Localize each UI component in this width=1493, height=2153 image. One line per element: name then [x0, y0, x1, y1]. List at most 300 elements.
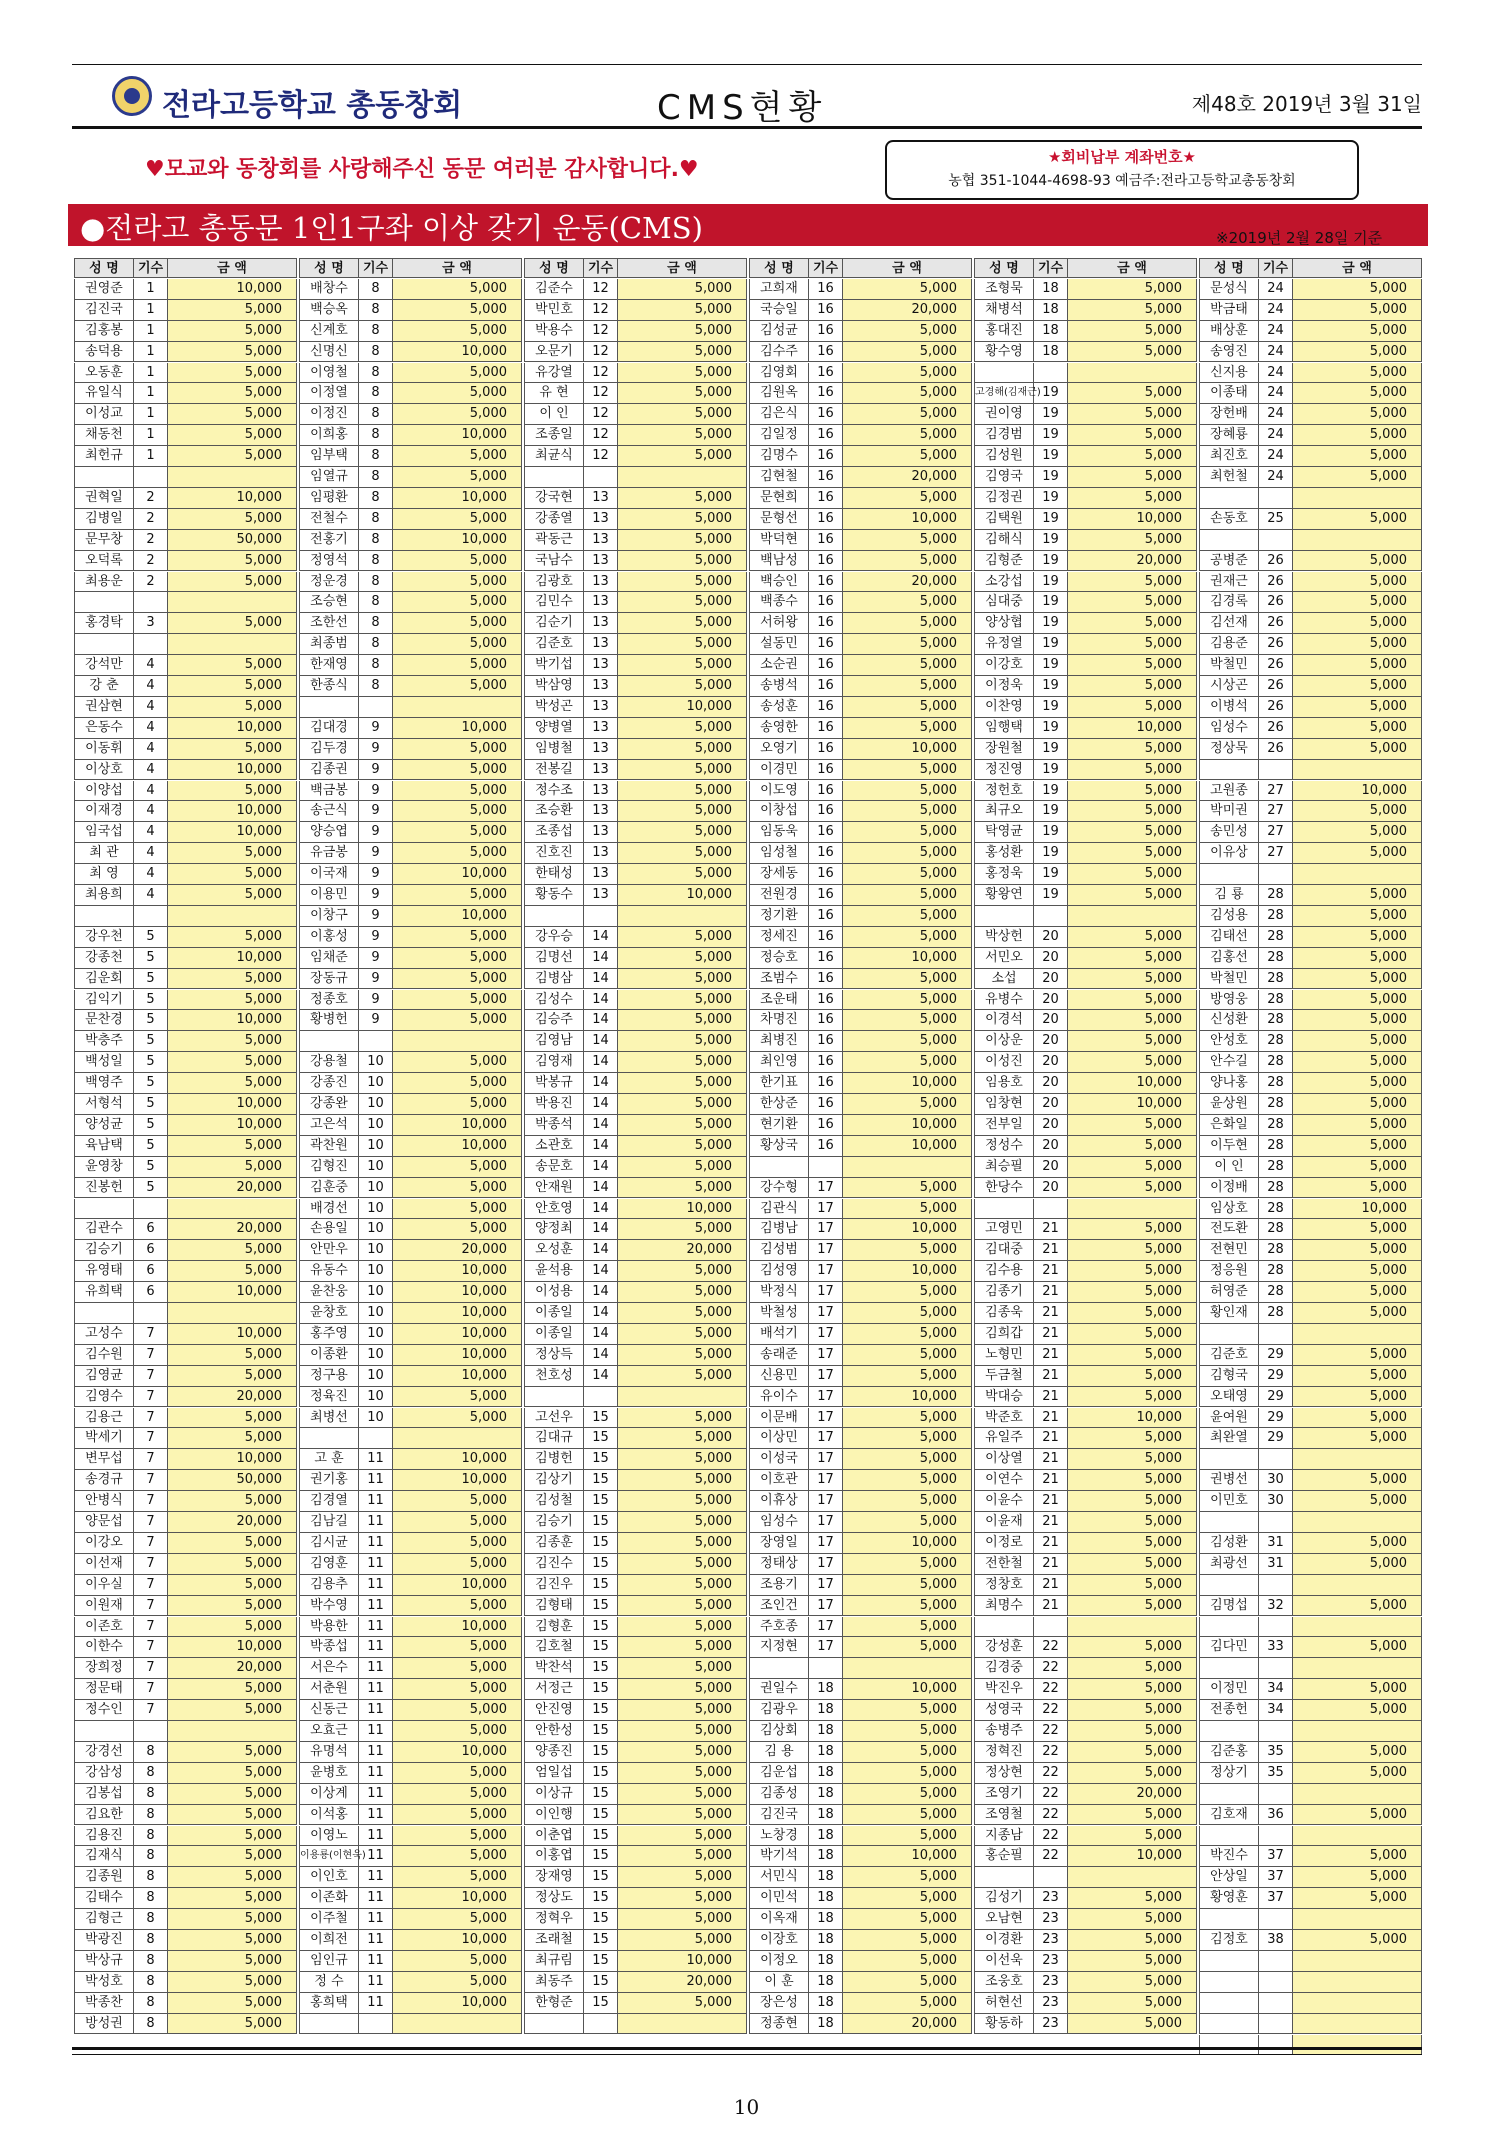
member-name: 박철민	[1199, 655, 1259, 676]
member-amount: 10,000	[843, 948, 972, 969]
member-amount: 5,000	[393, 1721, 522, 1742]
member-name: 현기환	[749, 1115, 809, 1136]
member-amount: 10,000	[843, 1533, 972, 1554]
member-amount: 5,000	[168, 1826, 297, 1847]
member-name: 조종일	[524, 425, 584, 446]
member-class: 12	[584, 404, 618, 425]
member-name: 전원경	[749, 885, 809, 906]
member-amount: 10,000	[393, 906, 522, 927]
member-name: 임동욱	[749, 822, 809, 843]
member-name: 김종기	[974, 1282, 1034, 1303]
member-amount: 5,000	[1293, 1637, 1422, 1658]
member-class: 24	[1259, 321, 1293, 342]
member-class: 10	[359, 1345, 393, 1366]
member-amount: 10,000	[168, 1324, 297, 1345]
member-class: 17	[809, 1199, 843, 1220]
member-amount: 5,000	[393, 1094, 522, 1115]
member-name: 김관식	[749, 1199, 809, 1220]
member-amount: 5,000	[1068, 1512, 1197, 1533]
member-name	[1199, 1972, 1259, 1993]
member-amount: 20,000	[843, 2014, 972, 2035]
member-amount: 5,000	[1068, 1742, 1197, 1763]
member-amount: 5,000	[843, 1617, 972, 1638]
member-amount: 5,000	[618, 383, 747, 404]
member-amount: 5,000	[843, 1240, 972, 1261]
member-class: 17	[809, 1428, 843, 1449]
member-name: 임상호	[1199, 1199, 1259, 1220]
member-class: 14	[584, 948, 618, 969]
column-header: 금 액	[1293, 258, 1422, 278]
member-class: 4	[134, 885, 168, 906]
member-amount: 5,000	[618, 1846, 747, 1867]
member-amount: 5,000	[1293, 1888, 1422, 1909]
member-name: 한당수	[974, 1178, 1034, 1199]
member-name: 김수주	[749, 342, 809, 363]
member-amount: 5,000	[393, 1846, 522, 1867]
member-name: 전도환	[1199, 1219, 1259, 1240]
member-class: 11	[359, 1888, 393, 1909]
member-name: 은화일	[1199, 1115, 1259, 1136]
member-name: 김두경	[299, 739, 359, 760]
member-amount: 5,000	[1068, 885, 1197, 906]
member-name: 공병준	[1199, 551, 1259, 572]
member-amount: 5,000	[618, 363, 747, 384]
member-name: 유일주	[974, 1428, 1034, 1449]
member-name: 박용한	[299, 1617, 359, 1638]
member-name: 김대중	[974, 1240, 1034, 1261]
member-amount: 5,000	[393, 1199, 522, 1220]
member-amount: 5,000	[1068, 592, 1197, 613]
member-class: 14	[584, 1010, 618, 1031]
member-name: 이정진	[299, 404, 359, 425]
member-name: 안병식	[74, 1491, 134, 1512]
member-amount	[1293, 2014, 1422, 2035]
member-amount: 5,000	[843, 1345, 972, 1366]
member-class: 14	[584, 1052, 618, 1073]
member-name: 김승주	[524, 1010, 584, 1031]
member-class: 22	[1034, 1700, 1068, 1721]
member-class: 2	[134, 530, 168, 551]
member-class: 4	[134, 697, 168, 718]
member-amount: 5,000	[1068, 1282, 1197, 1303]
member-class	[1259, 1324, 1293, 1345]
member-class: 19	[1034, 864, 1068, 885]
member-name: 이존화	[299, 1888, 359, 1909]
member-amount: 5,000	[618, 1721, 747, 1742]
member-amount	[618, 2014, 747, 2035]
member-amount: 10,000	[1068, 1846, 1197, 1867]
member-amount: 10,000	[393, 1930, 522, 1951]
member-name: 이상규	[524, 1784, 584, 1805]
member-amount: 5,000	[1293, 446, 1422, 467]
member-amount: 5,000	[843, 321, 972, 342]
member-name: 강우천	[74, 927, 134, 948]
member-amount: 5,000	[618, 1366, 747, 1387]
member-class: 24	[1259, 404, 1293, 425]
member-amount: 5,000	[843, 1700, 972, 1721]
member-class: 18	[809, 1951, 843, 1972]
member-class: 20	[1034, 1094, 1068, 1115]
member-amount: 5,000	[1293, 1303, 1422, 1324]
member-name: 김용준	[1199, 634, 1259, 655]
member-class: 16	[809, 342, 843, 363]
member-class: 8	[359, 655, 393, 676]
member-name: 오문기	[524, 342, 584, 363]
member-name: 이장호	[749, 1930, 809, 1951]
member-name: 지종남	[974, 1826, 1034, 1847]
member-amount: 10,000	[168, 1637, 297, 1658]
member-class: 26	[1259, 572, 1293, 593]
member-name: 김준호	[1199, 1345, 1259, 1366]
member-amount: 5,000	[1293, 404, 1422, 425]
member-amount: 5,000	[168, 1700, 297, 1721]
member-class: 12	[584, 279, 618, 300]
member-amount: 5,000	[168, 1888, 297, 1909]
member-amount: 5,000	[393, 572, 522, 593]
member-name	[74, 467, 134, 488]
member-name: 조승현	[299, 592, 359, 613]
member-name: 유동수	[299, 1261, 359, 1282]
member-amount: 20,000	[618, 1240, 747, 1261]
member-amount: 5,000	[1068, 279, 1197, 300]
member-name: 최승필	[974, 1157, 1034, 1178]
member-name: 김영남	[524, 1031, 584, 1052]
member-name	[1199, 1324, 1259, 1345]
member-class: 16	[809, 760, 843, 781]
member-name: 국남수	[524, 551, 584, 572]
member-amount: 5,000	[1293, 655, 1422, 676]
member-amount: 5,000	[843, 1596, 972, 1617]
member-amount: 5,000	[168, 363, 297, 384]
member-name: 김성영	[749, 1261, 809, 1282]
member-name: 양정최	[524, 1219, 584, 1240]
member-class: 17	[809, 1617, 843, 1638]
member-class: 8	[359, 425, 393, 446]
member-class: 26	[1259, 718, 1293, 739]
member-name: 정태상	[749, 1554, 809, 1575]
member-name	[1199, 530, 1259, 551]
member-class: 13	[584, 760, 618, 781]
member-name: 임인규	[299, 1951, 359, 1972]
member-name: 이성교	[74, 404, 134, 425]
member-amount: 20,000	[843, 467, 972, 488]
member-amount: 5,000	[168, 1846, 297, 1867]
member-name: 최용운	[74, 572, 134, 593]
member-name: 육남택	[74, 1136, 134, 1157]
member-class: 9	[359, 760, 393, 781]
member-amount: 5,000	[168, 1805, 297, 1826]
member-class: 19	[1034, 446, 1068, 467]
member-amount: 5,000	[843, 801, 972, 822]
member-class: 19	[1034, 655, 1068, 676]
member-class: 4	[134, 801, 168, 822]
member-amount: 5,000	[168, 990, 297, 1011]
member-amount	[168, 467, 297, 488]
member-amount: 5,000	[1293, 1282, 1422, 1303]
member-amount: 5,000	[1068, 1554, 1197, 1575]
member-name: 정혁진	[974, 1742, 1034, 1763]
member-class: 37	[1259, 1867, 1293, 1888]
member-amount: 5,000	[168, 1136, 297, 1157]
member-name: 김선재	[1199, 613, 1259, 634]
member-name: 임창현	[974, 1094, 1034, 1115]
member-amount: 10,000	[1293, 781, 1422, 802]
member-amount	[393, 1031, 522, 1052]
member-class: 16	[809, 1073, 843, 1094]
member-name: 배석기	[749, 1324, 809, 1345]
member-name: 이춘엽	[524, 1826, 584, 1847]
member-amount: 5,000	[168, 572, 297, 593]
member-name: 강성훈	[974, 1637, 1034, 1658]
member-class: 11	[359, 1784, 393, 1805]
member-amount	[168, 1199, 297, 1220]
member-amount: 5,000	[618, 676, 747, 697]
member-name: 김재식	[74, 1846, 134, 1867]
member-amount: 5,000	[1068, 1533, 1197, 1554]
member-name: 임병철	[524, 739, 584, 760]
member-amount: 5,000	[168, 1157, 297, 1178]
member-class: 16	[809, 1115, 843, 1136]
member-name: 박기석	[749, 1846, 809, 1867]
member-class: 24	[1259, 383, 1293, 404]
member-amount: 5,000	[1293, 279, 1422, 300]
member-name: 김택원	[974, 509, 1034, 530]
member-name: 고원종	[1199, 781, 1259, 802]
member-class: 20	[1034, 1157, 1068, 1178]
member-class: 5	[134, 1010, 168, 1031]
member-amount: 10,000	[393, 1449, 522, 1470]
member-amount: 5,000	[1068, 1763, 1197, 1784]
member-class: 21	[1034, 1366, 1068, 1387]
column-header: 기수	[809, 258, 843, 278]
member-name: 이찬영	[974, 697, 1034, 718]
member-amount: 5,000	[618, 1596, 747, 1617]
member-class: 5	[134, 1136, 168, 1157]
member-class: 16	[809, 279, 843, 300]
member-amount: 5,000	[393, 1073, 522, 1094]
member-name: 윤석용	[524, 1261, 584, 1282]
member-class: 28	[1259, 1136, 1293, 1157]
member-name: 소섭	[974, 969, 1034, 990]
member-name: 김호철	[524, 1637, 584, 1658]
member-amount	[1293, 760, 1422, 781]
member-name: 김진국	[74, 300, 134, 321]
member-class: 17	[809, 1408, 843, 1429]
member-amount: 5,000	[618, 1303, 747, 1324]
account-box	[885, 140, 1359, 200]
member-amount: 5,000	[843, 446, 972, 467]
member-amount: 5,000	[618, 1178, 747, 1199]
member-amount: 5,000	[1068, 300, 1197, 321]
member-amount: 20,000	[168, 1178, 297, 1199]
member-amount: 5,000	[843, 404, 972, 425]
member-class: 11	[359, 1721, 393, 1742]
member-name: 김성수	[524, 990, 584, 1011]
member-name: 한재영	[299, 655, 359, 676]
member-class: 8	[134, 1867, 168, 1888]
member-name: 이용룡(이현욱)	[299, 1846, 359, 1867]
member-amount: 5,000	[168, 425, 297, 446]
member-name: 김정호	[1199, 1930, 1259, 1951]
member-amount: 5,000	[1068, 1909, 1197, 1930]
member-amount	[1293, 530, 1422, 551]
member-amount: 5,000	[1293, 572, 1422, 593]
member-class: 22	[1034, 1805, 1068, 1826]
member-name: 이양섭	[74, 781, 134, 802]
member-class: 10	[359, 1073, 393, 1094]
member-name: 박철민	[1199, 969, 1259, 990]
member-class: 5	[134, 1115, 168, 1136]
member-amount: 5,000	[1068, 1052, 1197, 1073]
member-name: 최병진	[749, 1031, 809, 1052]
member-amount: 5,000	[618, 342, 747, 363]
member-amount	[1293, 1909, 1422, 1930]
member-name: 박진우	[974, 1679, 1034, 1700]
member-amount: 5,000	[843, 1178, 972, 1199]
member-amount: 5,000	[168, 1742, 297, 1763]
member-class: 8	[359, 634, 393, 655]
member-class: 8	[134, 1888, 168, 1909]
cms-members-table	[74, 258, 1424, 2035]
member-amount: 5,000	[843, 1784, 972, 1805]
member-class: 12	[584, 363, 618, 384]
member-name: 오효근	[299, 1721, 359, 1742]
member-amount: 5,000	[393, 1596, 522, 1617]
member-class: 28	[1259, 948, 1293, 969]
member-name: 허영준	[1199, 1282, 1259, 1303]
member-amount: 5,000	[618, 613, 747, 634]
member-name: 이선재	[74, 1554, 134, 1575]
member-amount: 5,000	[393, 969, 522, 990]
member-amount: 5,000	[1068, 1805, 1197, 1826]
member-name: 조승환	[524, 801, 584, 822]
member-class: 30	[1259, 1491, 1293, 1512]
member-name: 이종태	[1199, 383, 1259, 404]
member-name: 강수형	[749, 1178, 809, 1199]
member-name: 김형진	[299, 1157, 359, 1178]
member-class: 10	[359, 1199, 393, 1220]
member-name: 장혜룡	[1199, 425, 1259, 446]
member-amount: 5,000	[843, 363, 972, 384]
member-name: 조영철	[974, 1805, 1034, 1826]
member-class: 15	[584, 1428, 618, 1449]
member-amount: 5,000	[618, 279, 747, 300]
member-amount: 10,000	[168, 1449, 297, 1470]
member-name: 이민석	[749, 1888, 809, 1909]
member-amount: 5,000	[1068, 990, 1197, 1011]
member-amount: 10,000	[843, 739, 972, 760]
member-name: 신명신	[299, 342, 359, 363]
member-amount: 5,000	[1293, 1240, 1422, 1261]
member-name: 정운경	[299, 572, 359, 593]
member-class: 21	[1034, 1345, 1068, 1366]
member-name: 유영태	[74, 1261, 134, 1282]
member-name: 이정욱	[974, 676, 1034, 697]
member-name: 문형선	[749, 509, 809, 530]
member-class: 19	[1034, 697, 1068, 718]
member-amount: 5,000	[1068, 1115, 1197, 1136]
member-class: 4	[134, 843, 168, 864]
member-name: 이희홍	[299, 425, 359, 446]
member-name: 유희택	[74, 1282, 134, 1303]
member-name	[974, 1617, 1034, 1638]
member-name: 백승인	[749, 572, 809, 593]
member-amount: 5,000	[843, 1993, 972, 2014]
member-class	[584, 2014, 618, 2035]
member-name: 이인행	[524, 1805, 584, 1826]
member-class: 5	[134, 927, 168, 948]
member-amount: 5,000	[843, 488, 972, 509]
member-name: 강삼성	[74, 1763, 134, 1784]
banner-title: ●전라고 총동문 1인1구좌 이상 갖기 운동(CMS)	[80, 211, 703, 245]
member-class	[584, 1387, 618, 1408]
member-class: 14	[584, 927, 618, 948]
member-amount	[1293, 1449, 1422, 1470]
member-name: 김순기	[524, 613, 584, 634]
member-class: 21	[1034, 1428, 1068, 1449]
member-name: 양병열	[524, 718, 584, 739]
member-class: 13	[584, 697, 618, 718]
member-name	[74, 592, 134, 613]
footer-rule	[72, 2047, 1422, 2050]
member-name: 안성호	[1199, 1031, 1259, 1052]
member-class: 15	[584, 1867, 618, 1888]
member-class: 10	[359, 1282, 393, 1303]
member-class: 16	[809, 906, 843, 927]
member-class: 23	[1034, 2014, 1068, 2035]
member-amount: 5,000	[1293, 1742, 1422, 1763]
member-class	[1259, 1826, 1293, 1847]
member-amount: 5,000	[1293, 676, 1422, 697]
member-class: 7	[134, 1575, 168, 1596]
member-name: 김운섭	[749, 1763, 809, 1784]
member-class: 4	[134, 739, 168, 760]
member-name: 김홍봉	[74, 321, 134, 342]
member-amount: 10,000	[393, 1324, 522, 1345]
member-class: 8	[134, 1972, 168, 1993]
member-amount: 5,000	[843, 383, 972, 404]
member-amount: 5,000	[843, 1010, 972, 1031]
member-name: 고 훈	[299, 1449, 359, 1470]
member-class: 13	[584, 530, 618, 551]
member-amount: 5,000	[393, 1805, 522, 1826]
member-name: 오태영	[1199, 1387, 1259, 1408]
member-name	[1199, 1993, 1259, 2014]
member-amount: 5,000	[1068, 1366, 1197, 1387]
member-class: 17	[809, 1596, 843, 1617]
member-class: 8	[359, 363, 393, 384]
member-name	[524, 906, 584, 927]
member-class: 15	[584, 1596, 618, 1617]
member-name: 김성원	[974, 446, 1034, 467]
member-class	[1259, 2014, 1293, 2035]
member-amount: 5,000	[168, 1972, 297, 1993]
member-name: 조종섭	[524, 822, 584, 843]
member-name: 유 현	[524, 383, 584, 404]
member-amount	[1293, 1575, 1422, 1596]
member-class: 38	[1259, 1930, 1293, 1951]
member-name: 권삼현	[74, 697, 134, 718]
member-name: 박수영	[299, 1596, 359, 1617]
member-amount: 5,000	[618, 1345, 747, 1366]
member-class: 10	[359, 1303, 393, 1324]
member-class: 9	[359, 801, 393, 822]
member-name: 황동하	[974, 2014, 1034, 2035]
member-name: 최명수	[974, 1596, 1034, 1617]
member-class: 4	[134, 676, 168, 697]
member-amount: 10,000	[1068, 509, 1197, 530]
member-amount: 5,000	[1293, 1115, 1422, 1136]
